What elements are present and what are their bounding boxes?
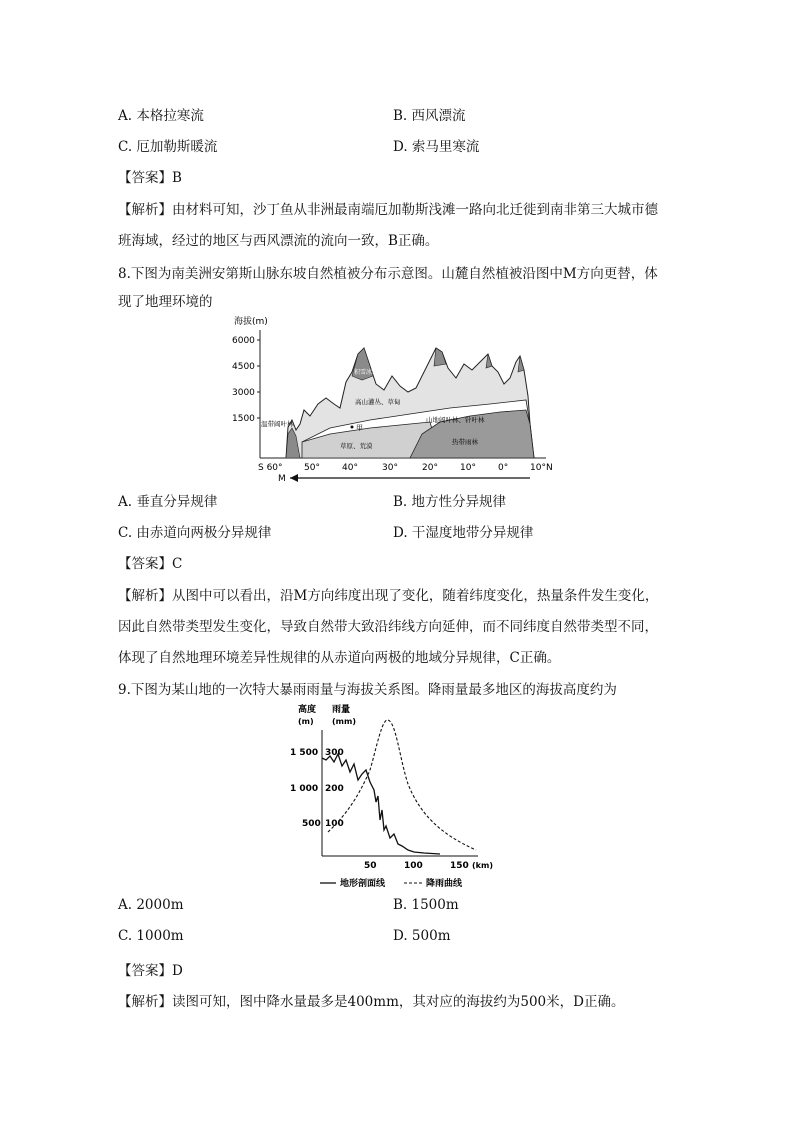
q8-analysis-line-1: 【解析】从图中可以看出，沿M方向纬度出现了变化，随着纬度变化，热量条件发生变化，: [118, 588, 659, 604]
q8-option-d: D. 干湿度地带分异规律: [393, 525, 534, 541]
label-jia: 甲: [356, 424, 363, 432]
q8-analysis-line-3: 体现了自然地理环境差异性规律的从赤道向两极的地域分异规律，C正确。: [118, 650, 561, 666]
ytick-1500: 1500: [232, 414, 255, 424]
q7-option-a: A. 本格拉寒流: [118, 108, 204, 124]
andes-vegetation-figure: [230, 312, 560, 484]
rainfall-elevation-figure: [290, 700, 505, 890]
label-steppe: 草原、荒漠: [340, 442, 373, 450]
right-tick-200: 200: [325, 784, 344, 794]
q7-answer: 【答案】B: [118, 170, 182, 186]
ytick-6000: 6000: [232, 336, 255, 346]
q7-option-b: B. 西风漂流: [393, 108, 466, 124]
left-tick-1500: 1 500: [290, 748, 319, 758]
label-alpine: 高山灌丛、草甸: [355, 398, 401, 406]
xtick-s60: S 60°: [258, 463, 283, 473]
left-axis-unit: (m): [298, 717, 314, 726]
arrow-m-label: M: [278, 474, 286, 484]
xtick-150km: 150: [450, 861, 469, 871]
left-axis-label: 高度: [298, 705, 317, 715]
q7-option-d: D. 索马里寒流: [393, 139, 480, 155]
right-tick-100: 100: [325, 819, 344, 829]
q9-option-c: C. 1000m: [118, 928, 184, 944]
label-temperate: 温带阔叶林: [261, 420, 294, 428]
xtick-30: 30°: [382, 463, 398, 473]
figure-ylabel: 海拔(m): [234, 317, 268, 327]
q9-analysis: 【解析】读图可知，图中降水量最多是400mm，其对应的海拔约为500米，D正确。: [118, 994, 625, 1010]
label-rainforest: 热带雨林: [452, 438, 478, 446]
q9-option-a: A. 2000m: [118, 897, 184, 913]
label-montane: 山地阔叶林、针叶林: [426, 416, 485, 424]
q9-option-b: B. 1500m: [393, 897, 459, 913]
legend-terrain: 地形剖面线: [340, 879, 386, 889]
q7-analysis-line-1: 【解析】由材料可知，沙丁鱼从非洲最南端厄加勒斯浅滩一路向北迁徙到南非第三大城市德: [118, 202, 658, 218]
q9-option-d: D. 500m: [393, 928, 451, 944]
q7-option-c: C. 厄加勒斯暖流: [118, 139, 218, 155]
right-tick-300: 300: [325, 748, 344, 758]
legend-rainfall: 降雨曲线: [426, 879, 463, 889]
right-axis-label: 雨量: [332, 705, 351, 715]
xtick-10: 10°: [460, 463, 476, 473]
x-unit: (km): [472, 861, 493, 870]
q7-analysis-line-2: 班海域，经过的地区与西风漂流的流向一致，B正确。: [118, 233, 439, 249]
q9-stem: 9.下图为某山地的一次特大暴雨雨量与海拔关系图。降雨量最多地区的海拔高度约为: [118, 682, 617, 698]
left-tick-1000: 1 000: [290, 784, 319, 794]
xtick-50km: 50: [364, 861, 377, 871]
xtick-50: 50°: [304, 463, 320, 473]
rainfall-curve-line: [328, 720, 476, 850]
xtick-10n: 10°N: [530, 463, 553, 473]
q8-option-c: C. 由赤道向两极分异规律: [118, 525, 272, 541]
q8-analysis-line-2: 因此自然带类型发生变化，导致自然带大致沿纬线方向延伸，而不同纬度自然带类型不同，: [118, 619, 658, 635]
xtick-100km: 100: [404, 861, 423, 871]
label-snow: 积雪冰川: [354, 369, 379, 376]
q8-option-a: A. 垂直分异规律: [118, 494, 218, 510]
ytick-4500: 4500: [232, 362, 255, 372]
xtick-20: 20°: [422, 463, 438, 473]
terrain-profile-line: [322, 754, 440, 854]
q9-answer: 【答案】D: [118, 963, 183, 979]
xtick-40: 40°: [342, 463, 358, 473]
right-axis-unit: (mm): [332, 717, 356, 726]
q8-answer: 【答案】C: [118, 556, 183, 572]
ytick-3000: 3000: [232, 388, 255, 398]
left-tick-500: 500: [302, 819, 321, 829]
q8-stem-line-2: 现了地理环境的: [118, 294, 213, 310]
xtick-0: 0°: [498, 463, 509, 473]
q8-stem-line-1: 8.下图为南美洲安第斯山脉东坡自然植被分布示意图。山麓自然植被沿图中M方向更替，体: [118, 266, 658, 282]
q8-option-b: B. 地方性分异规律: [393, 494, 507, 510]
